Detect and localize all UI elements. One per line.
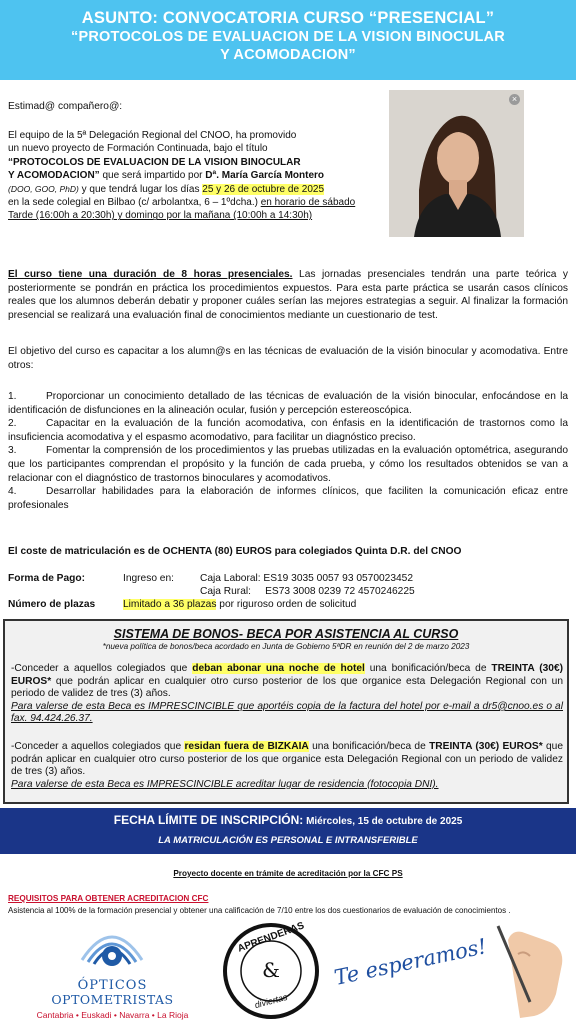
- residence-requirement: Para valerse de esta Beca es IMPRESCINCIBLE acreditar lugar de residencia (fotocopia DNI).: [11, 778, 439, 790]
- course-dates: 25 y 26 de octubre de 2025: [202, 183, 325, 195]
- residence-condition: residan fuera de BIZKAIA: [184, 741, 309, 752]
- list-item: [8, 485, 568, 512]
- bonos-text: que podrán aplicar en cualquier otro curso posterior de los que organice esta Delegación Regional con un periodo de validez de tres (3) años.: [11, 675, 563, 700]
- deadline-banner: [0, 808, 576, 854]
- region-navarra: Navarra: [119, 1010, 150, 1020]
- badge-bottom-text: diviertas: [253, 991, 289, 1011]
- svg-text:&: &: [262, 958, 280, 982]
- duration-lead: El curso tiene una duración de 8 horas presenciales.: [8, 269, 293, 280]
- places-limit: Limitado a 36 plazas: [123, 599, 217, 610]
- places-rest: por riguroso orden de solicitud: [216, 599, 357, 610]
- bonus-amount: TREINTA (30€) EUROS*: [11, 663, 564, 687]
- optometrists-logo: [10, 918, 215, 1024]
- intro-line4: [8, 169, 388, 182]
- list-number: 2.: [8, 418, 17, 430]
- logo-line2: OPTOMETRISTAS: [51, 992, 174, 1007]
- bonos-text: -Conceder a aquellos colegiados que: [11, 663, 193, 674]
- header-line3: Y ACOMODACION”: [220, 47, 356, 63]
- schedule-label: en horario de sábado: [260, 197, 356, 209]
- header-line1: ASUNTO: CONVOCATORIA CURSO “PRESENCIAL”: [81, 9, 495, 27]
- instructor-titles: (DOO, GOO, PhD): [8, 183, 79, 194]
- bonos-residence: [11, 741, 563, 791]
- intro-line3: “PROTOCOLOS DE EVALUACION DE LA VISION BINOCULAR: [8, 156, 301, 168]
- greeting: Estimad@ compañero@:: [8, 101, 123, 112]
- bonos-text: -Conceder a aquellos colegiados que: [11, 741, 185, 752]
- list-text: Capacitar en la evaluación de la función acomodativa, con énfasis en la identificación de trastornos como la insuficiencia acomodativa y el espasmo acomodativo, para facilitar un diagnóstico preciso.: [8, 418, 568, 443]
- payment-method: Ingreso en:: [123, 573, 174, 584]
- list-text: Fomentar la comprensión de los procedimientos y las pruebas utilizadas en la evaluación optométrica, asegurando que los participantes comprendan el propósito y la función de cada prueba, y cómo los resultados obtenidos se van a relacionar con el diagnóstico de trastornos binoculares y acomodativos.: [8, 445, 568, 484]
- portrait-image: [389, 90, 524, 237]
- list-text: Desarrollar habilidades para la elaboración de informes clínicos, que faciliten la comunicación eficaz entre profesionales: [8, 486, 568, 511]
- close-icon[interactable]: ×: [509, 94, 520, 105]
- requirements-title: REQUISITOS PARA OBTENER ACREDITACION CFC: [8, 894, 209, 903]
- list-item: [8, 417, 568, 444]
- bank-account-1: Caja Laboral: ES19 3035 0057 93 0570023452: [200, 573, 413, 584]
- deadline-note: LA MATRICULACIÓN ES PERSONAL E INTRANSFERIBLE: [158, 835, 418, 846]
- bank-account-2: Caja Rural: ES73 3008 0239 72 4570246225: [200, 586, 415, 597]
- deadline-date: Miércoles, 15 de octubre de 2025: [303, 816, 463, 827]
- aprenderas-badge: [222, 922, 320, 1020]
- requirements-text: Asistencia al 100% de la formación presencial y obtener una calificación de 7/10 entre los dos cuestionarios de evaluación de conocimientos .: [8, 906, 511, 915]
- objective-list: [8, 390, 568, 512]
- course-title-end: Y ACOMODACION”: [8, 170, 100, 182]
- bonos-hotel: [11, 663, 563, 726]
- duration-text: Las jornadas presenciales tendrán una parte teórica y posteriormente se pondrán en práctica los procedimientos expuestos. Para esta parte práctica se usarán casos clínicos reales que los alumnos deberán debatir y proponer cuáles serían las mejores estrategias a seguir. Al finalizar la formación presencial se realizará una evaluación final de conocimientos mediante un cuestionario de test.: [8, 269, 568, 321]
- bonos-text: una bonificación/beca de: [308, 741, 430, 752]
- badge-top-text: APRENDERAS: [236, 920, 306, 955]
- logo-line1: ÓPTICOS: [77, 978, 148, 993]
- hotel-condition: deban abonar una noche de hotel: [192, 663, 365, 674]
- intro-text: y que tendrá lugar los días: [78, 183, 203, 195]
- region-cantabria: Cantabria: [36, 1010, 74, 1020]
- hand-pen-icon: [490, 924, 570, 1020]
- deadline-label: FECHA LÍMITE DE INSCRIPCIÓN:: [113, 813, 304, 827]
- list-item: [8, 444, 568, 485]
- eye-logo-icon: [72, 920, 152, 976]
- region-la-rioja: La Rioja: [157, 1010, 189, 1020]
- bonos-note: *nueva política de bonos/beca acordado en Junta de Gobierno 5ªDR en reunión del 2 de marzo 2023: [102, 642, 470, 651]
- payment-label: Forma de Pago:: [8, 573, 85, 584]
- intro-line5: [8, 183, 388, 196]
- region-euskadi: Euskadi: [81, 1010, 112, 1020]
- handwritten-message: Te esperamos!: [332, 934, 489, 990]
- objective-paragraph: El objetivo del curso es capacitar a los alumn@s en las técnicas de evaluación de la visión binocular y acomodativa. Entre otros:: [8, 346, 568, 371]
- header-banner: [0, 0, 576, 80]
- places-label: Número de plazas: [8, 599, 96, 610]
- list-item: [8, 390, 568, 417]
- cost-line: El coste de matriculación es de OCHENTA (80) EUROS para colegiados Quinta D.R. del CNOO: [8, 546, 462, 557]
- places-info: [123, 598, 356, 611]
- bonos-text: que podrán aplicar en cualquier otro curso posterior de los que organice esta Delegación Regional con un periodo de validez de tres (3) años.: [11, 741, 564, 778]
- logo-regions: Cantabria • Euskadi • Navarra • La Rioja: [36, 1010, 189, 1020]
- bonos-box: [3, 619, 569, 804]
- intro-line7: Tarde (16:00h a 20:30h) y domingo por la mañana (10:00h a 14:30h): [8, 210, 313, 222]
- duration-paragraph: [8, 268, 568, 322]
- list-number: 1.: [8, 391, 17, 402]
- list-number: 3.: [8, 445, 17, 457]
- header-line2: “PROTOCOLOS DE EVALUACION DE LA VISION BINOCULAR: [71, 29, 505, 45]
- intro-block: [8, 129, 388, 223]
- hotel-requirement: Para valerse de esta Beca es IMPRESCINCIBLE que aportéis copia de la factura del hotel por e-mail a dr5@cnoo.es o al fax. 94.424.26.37.: [11, 700, 563, 725]
- accreditation-project: Proyecto docente en trámite de acreditación por la CFC PS: [173, 869, 403, 878]
- intro-line6: [8, 196, 388, 209]
- list-text: Proporcionar un conocimiento detallado de las técnicas de evaluación de la visión binocular, enfocándose en la identificación de disfunciones en la alineación ocular, fusión y percepción estereoscópica.: [8, 391, 568, 416]
- venue: en la sede colegial en Bilbao (c/ arbolantxa, 6 – 1ºdcha.): [8, 197, 261, 209]
- bonos-text: una bonificación/beca de: [364, 663, 492, 674]
- instructor-photo: [389, 90, 524, 237]
- bonus-amount: TREINTA (30€) EUROS*: [429, 741, 543, 752]
- bonos-title: SISTEMA DE BONOS- BECA POR ASISTENCIA AL CURSO: [113, 627, 459, 641]
- intro-text: que será impartido por: [99, 170, 206, 182]
- intro-line2: un nuevo proyecto de Formación Continuada, bajo el título: [8, 143, 268, 155]
- intro-line1: El equipo de la 5ª Delegación Regional del CNOO, ha promovido: [8, 130, 297, 141]
- instructor-name: Dª. María García Montero: [205, 170, 325, 182]
- list-number: 4.: [8, 486, 17, 498]
- deadline-line: [0, 808, 576, 827]
